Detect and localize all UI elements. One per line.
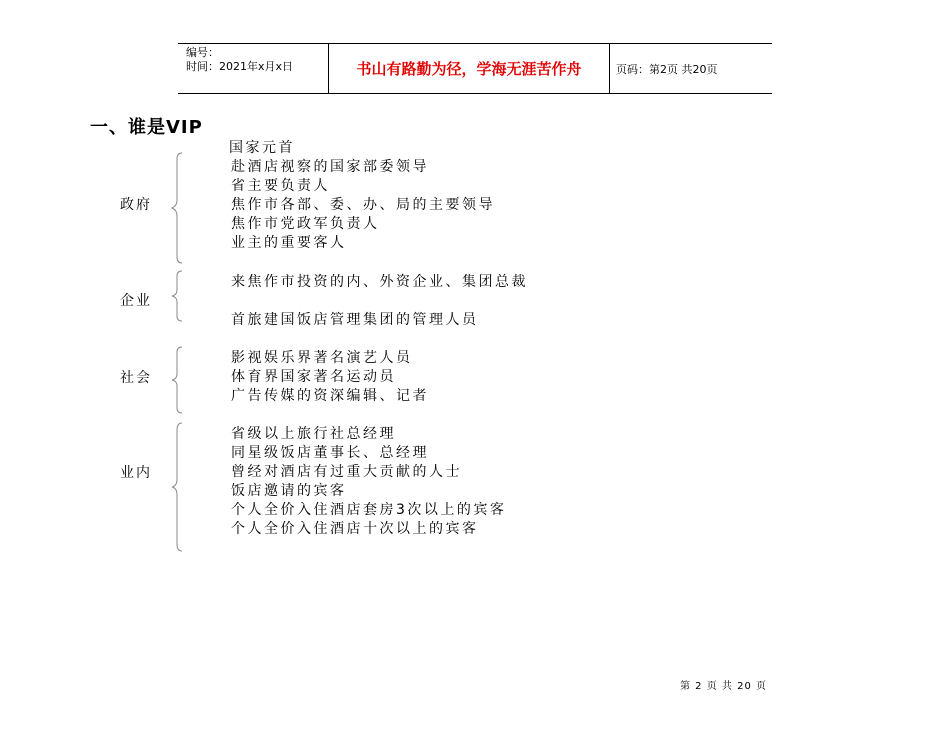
- list-item: 省级以上旅行社总经理: [231, 426, 396, 442]
- brace-icon: [170, 270, 184, 322]
- page-footer: 第 2 页 共 20 页: [680, 681, 767, 692]
- list-item: 影视娱乐界著名演艺人员: [231, 350, 413, 366]
- group-label: 社会: [120, 370, 152, 386]
- group-label: 政府: [120, 197, 152, 213]
- list-item: 来焦作市投资的内、外资企业、集团总裁: [231, 274, 528, 290]
- list-item: 焦作市各部、委、办、局的主要领导: [231, 197, 495, 213]
- list-item: 焦作市党政军负责人: [231, 216, 380, 232]
- list-item: 国家元首: [229, 140, 295, 156]
- list-item: 业主的重要客人: [231, 235, 347, 251]
- header-slogan-cell: [329, 44, 610, 93]
- list-item: 饭店邀请的宾客: [231, 483, 347, 499]
- list-item: 个人全价入住酒店十次以上的宾客: [231, 521, 479, 537]
- group-label: 企业: [120, 293, 152, 309]
- header-page-cell: [610, 44, 772, 93]
- brace-icon: [170, 152, 184, 264]
- header-slogan: 书山有路勤为径，学海无涯苦作舟: [356, 60, 582, 78]
- group-label: 业内: [120, 465, 152, 481]
- list-item: 体育界国家著名运动员: [231, 369, 396, 385]
- document-number-label: 编号：: [186, 46, 219, 59]
- header-page-info: 页码：第2页 共20页: [616, 62, 718, 76]
- brace-icon: [170, 422, 184, 552]
- section-title: 一、谁是VIP: [90, 117, 203, 138]
- header-meta-cell: [178, 44, 329, 93]
- list-item: 个人全价入住酒店套房3次以上的宾客: [231, 502, 507, 518]
- document-time-label: 时间：2021年x月x日: [186, 60, 294, 73]
- page-header-table: [178, 43, 772, 94]
- list-item: 首旅建国饭店管理集团的管理人员: [231, 312, 479, 328]
- list-item: 赴酒店视察的国家部委领导: [231, 159, 429, 175]
- list-item: 省主要负责人: [231, 178, 330, 194]
- list-item: 同星级饭店董事长、总经理: [231, 445, 429, 461]
- list-item: 曾经对酒店有过重大贡献的人士: [231, 464, 462, 480]
- brace-icon: [170, 346, 184, 414]
- list-item: 广告传媒的资深编辑、记者: [231, 388, 429, 404]
